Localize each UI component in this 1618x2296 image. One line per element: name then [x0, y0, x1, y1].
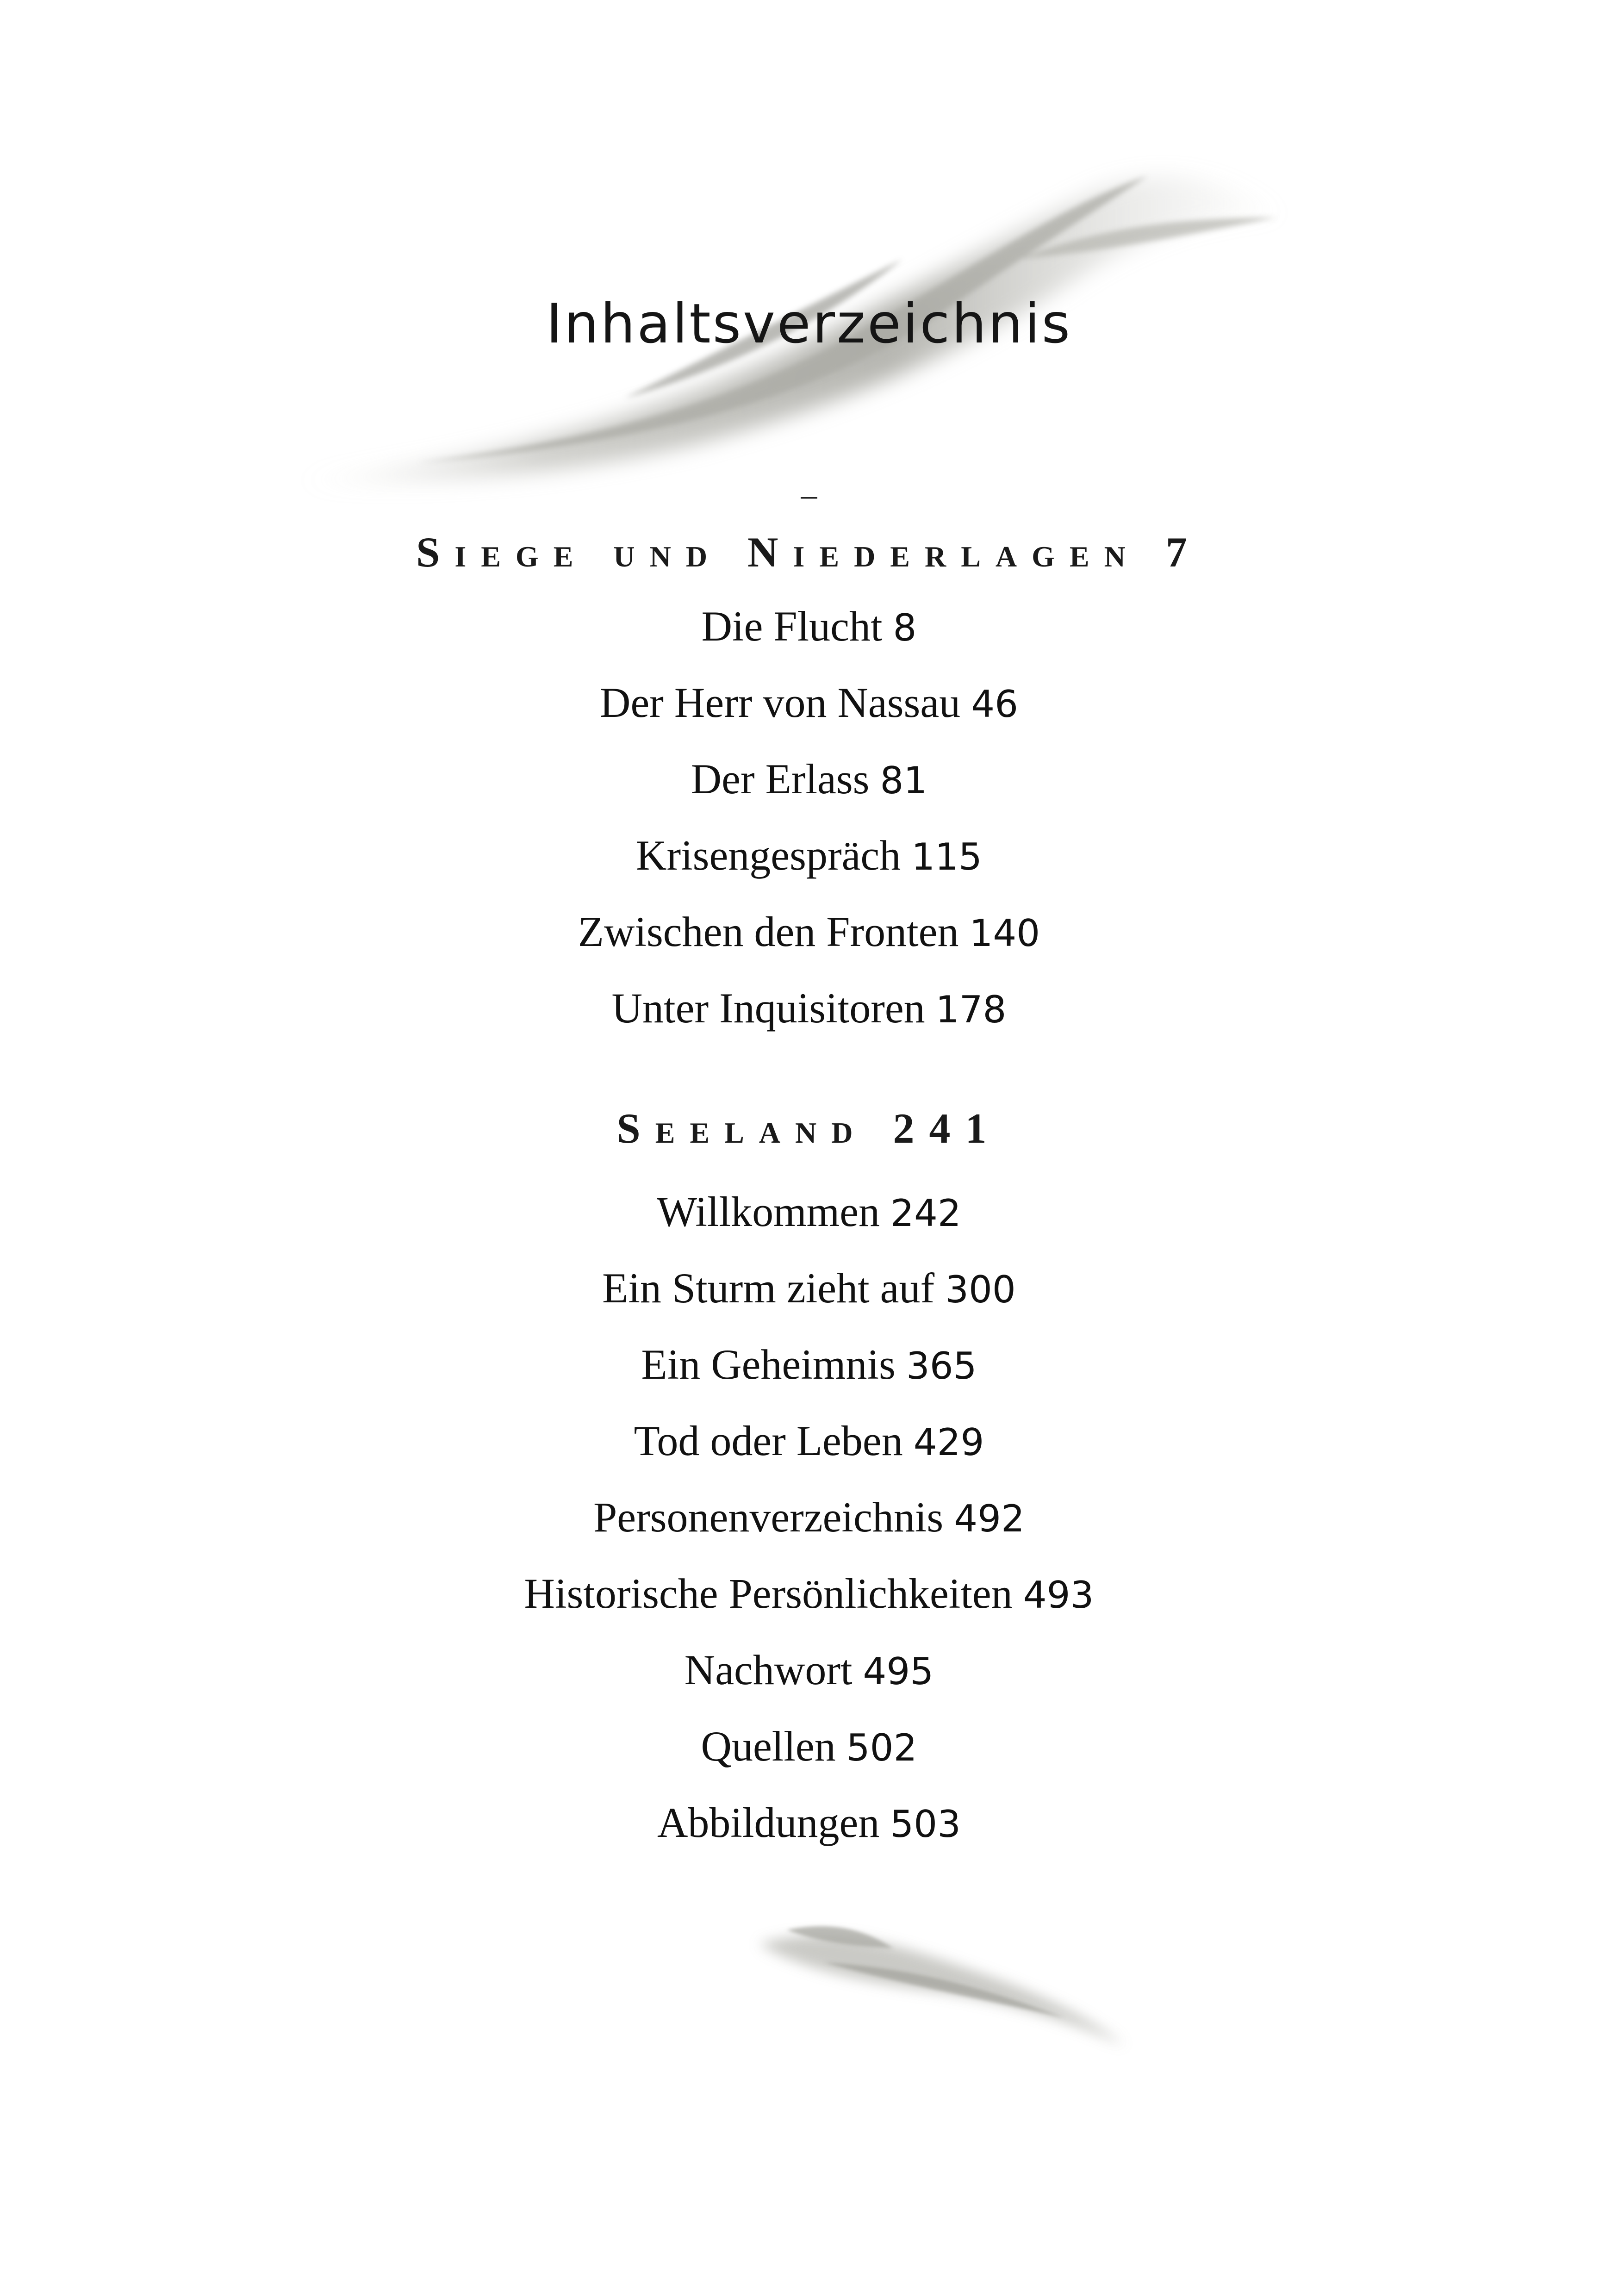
toc-entry: [0, 831, 1618, 880]
chapter-title: Nachwort: [684, 1646, 853, 1693]
chapter-title: Historische Persönlichkeiten: [524, 1570, 1013, 1617]
chapter-page-number: 493: [1023, 1574, 1094, 1617]
chapter-page-number: 503: [890, 1803, 961, 1846]
chapter-page-number: 242: [890, 1192, 961, 1235]
chapter-page-number: 178: [935, 988, 1007, 1031]
part-heading-2: [0, 1104, 1618, 1153]
part-page-number: 7: [1165, 529, 1202, 576]
chapter-title: Ein Geheimnis: [641, 1341, 896, 1388]
toc-entry: [0, 678, 1618, 727]
toc-entry: [0, 1416, 1618, 1465]
toc-entry: [0, 1645, 1618, 1694]
chapter-page-number: 81: [880, 759, 927, 802]
part-label: Seeland: [616, 1105, 868, 1152]
chapter-page-number: 492: [954, 1497, 1025, 1540]
chapter-title: Ein Sturm zieht auf: [602, 1264, 935, 1312]
chapter-page-number: 140: [969, 912, 1040, 955]
chapter-page-number: 429: [913, 1421, 984, 1464]
toc-entry: [0, 907, 1618, 956]
toc-entry: [0, 1798, 1618, 1847]
toc-entry: [0, 1340, 1618, 1389]
chapter-title: Krisengespräch: [636, 832, 901, 879]
chapter-title: Tod oder Leben: [634, 1417, 903, 1464]
part-label: Siege und Niederlagen: [416, 529, 1140, 576]
page-title: Inhaltsverzeichnis: [546, 292, 1072, 355]
chapter-page-number: 46: [971, 683, 1018, 726]
toc-entry: [0, 754, 1618, 803]
chapter-page-number: 115: [911, 835, 982, 878]
chapter-title: Zwischen den Fronten: [578, 908, 959, 955]
toc-entry: [0, 1187, 1618, 1236]
part-page-number: 241: [893, 1105, 1002, 1152]
toc-entry: [0, 1493, 1618, 1542]
chapter-title: Der Erlass: [691, 755, 870, 803]
chapter-page-number: 365: [906, 1344, 977, 1388]
part-heading-1: [0, 528, 1618, 577]
chapter-title: Der Herr von Nassau: [600, 679, 961, 726]
chapter-title: Quellen: [701, 1723, 836, 1770]
chapter-title: Personenverzeichnis: [593, 1493, 944, 1541]
chapter-page-number: 502: [846, 1726, 917, 1769]
toc-entry: [0, 983, 1618, 1033]
chapter-page-number: 300: [945, 1268, 1016, 1311]
toc-entry: [0, 1263, 1618, 1313]
chapter-title: Unter Inquisitoren: [611, 984, 925, 1032]
chapter-page-number: 8: [893, 606, 917, 649]
toc-entry: [0, 1569, 1618, 1618]
chapter-title: Die Flucht: [701, 603, 883, 650]
toc-entry: [0, 1722, 1618, 1771]
toc-entry: [0, 602, 1618, 651]
chapter-title: Willkommen: [657, 1188, 880, 1235]
chapter-page-number: 495: [863, 1650, 934, 1693]
chapter-title: Abbildungen: [657, 1799, 880, 1846]
separator-dash: –: [801, 477, 817, 513]
